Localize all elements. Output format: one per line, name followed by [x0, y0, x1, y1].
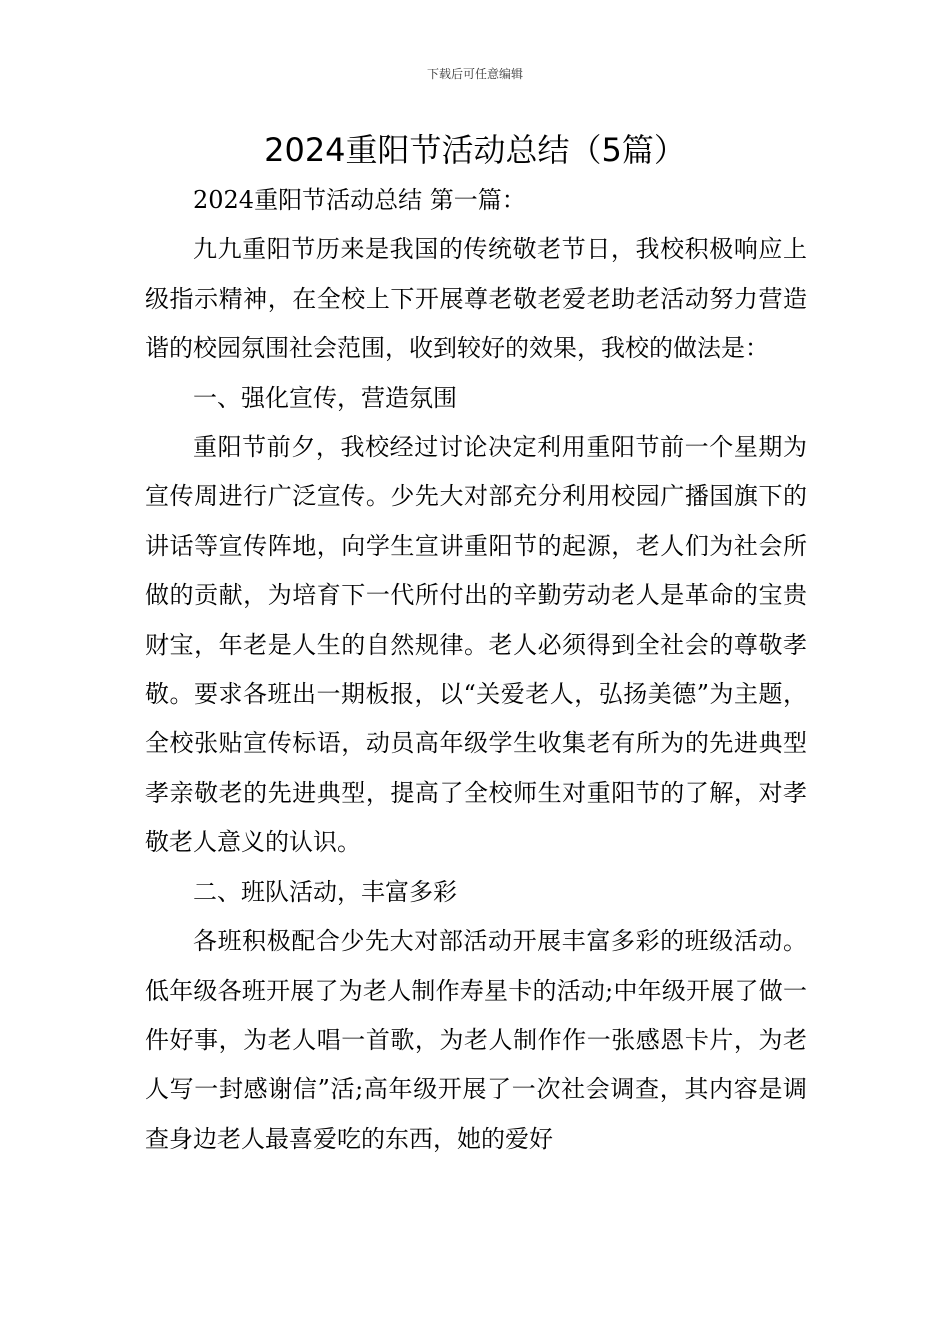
section-subtitle: 2024重阳节活动总结 第一篇： [193, 186, 526, 214]
document-title: 2024重阳节活动总结（5篇） [264, 131, 686, 169]
paragraph-publicity: 重阳节前夕，我校经过讨论决定利用重阳节前一个星期为宣传周进行广泛宣传。少先大对部充分利用校园广播国旗下的讲话等宣传阵地，向学生宣讲重阳节的起源，老人们为社会所做的贡献，为培育下一代所付出的辛勤劳动老人是革命的宝贵财宝，年老是人生的自然规律。老人必须得到全社会的尊敬孝敬。要求各班出一期板报，以“关爱老人，弘扬美德”为主题，全校张贴宣传标语，动员高年级学生收集老有所为的先进典型孝亲敬老的先进典型，提高了全校师生对重阳节的了解，对孝敬老人意义的认识。 [145, 433, 807, 857]
section-heading-2: 二、班队活动，丰富多彩 [193, 877, 457, 906]
header-note: 下载后可任意编辑 [426, 67, 523, 81]
paragraph-intro: 九九重阳节历来是我国的传统敬老节日，我校积极响应上级指示精神，在全校上下开展尊老敬老爱老助老活动努力营造谐的校园氛围社会范围，收到较好的效果，我校的做法是： [145, 235, 807, 363]
section-heading-1: 一、强化宣传，营造氛围 [193, 383, 457, 412]
paragraph-class-activities: 各班积极配合少先大对部活动开展丰富多彩的班级活动。低年级各班开展了为老人制作寿星卡的活动;中年级开展了做一件好事，为老人唱一首歌，为老人制作作一张感恩卡片，为老人写一封感谢信”活;高年级开展了一次社会调查，其内容是调查身边老人最喜爱吃的东西，她的爱好 [145, 927, 807, 1153]
document-body [145, 176, 807, 1164]
